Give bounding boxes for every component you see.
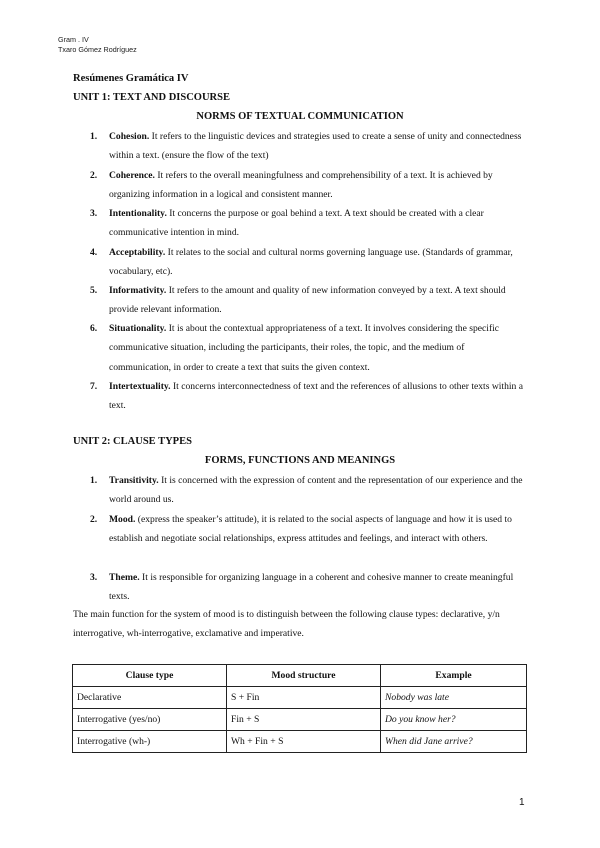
item-number: 3.	[90, 572, 98, 583]
item-number: 6.	[90, 323, 98, 334]
item-text: It refers to the linguistic devices and strategies used to create a sense of unity and connectedness within a text. (ensure the flow of the text)	[109, 131, 522, 162]
item-term: Transitivity.	[109, 475, 159, 486]
item-number: 1.	[90, 475, 98, 486]
table-cell: Nobody was late	[381, 687, 527, 709]
item-number: 2.	[90, 170, 98, 181]
item-number: 5.	[90, 285, 98, 296]
list-item	[90, 568, 526, 607]
item-term: Intentionality.	[109, 208, 167, 219]
item-text: It is about the contextual appropriateness of a text. It involves considering the specific communicative situation, including the participants, their roles, the topic, and the medium of communication, in order to create a text that suits the given context.	[109, 323, 500, 373]
item-term: Mood.	[109, 514, 136, 525]
header-author: Txaro Gómez Rodríguez	[58, 45, 137, 54]
column-header: Mood structure	[227, 665, 381, 687]
item-text: It is responsible for organizing language in a coherent and cohesive manner to create meaningful texts.	[109, 572, 514, 603]
unit1-heading: UNIT 1: TEXT AND DISCOURSE	[73, 92, 230, 103]
item-term: Informativity.	[109, 285, 167, 296]
list-item	[90, 510, 526, 549]
item-term: Theme.	[109, 572, 140, 583]
item-number: 7.	[90, 381, 98, 392]
table-row	[73, 709, 527, 731]
item-text: It concerns interconnectedness of text and the references of allusions to other texts within a text.	[109, 381, 524, 412]
item-number: 3.	[90, 208, 98, 219]
item-term: Situationality.	[109, 323, 167, 334]
unit2-heading: UNIT 2: CLAUSE TYPES	[73, 436, 192, 447]
table-cell: Interrogative (wh-)	[73, 731, 227, 753]
table-cell: Fin + S	[227, 709, 381, 731]
table-row	[73, 687, 527, 709]
item-number: 4.	[90, 247, 98, 258]
table-cell: Wh + Fin + S	[227, 731, 381, 753]
item-text: It is concerned with the expression of content and the representation of our experience and the world around us.	[109, 475, 523, 506]
unit1-subheading: NORMS OF TEXTUAL COMMUNICATION	[196, 111, 404, 122]
document-title: Resúmenes Gramática IV	[73, 73, 189, 84]
item-text: (express the speaker’s attitude), it is related to the social aspects of language and how it is used to establish and negotiate social relationships, express attitudes and feelings, and interact with others.	[109, 514, 512, 545]
table-cell: Declarative	[73, 687, 227, 709]
list-item	[90, 377, 526, 416]
list-item	[90, 204, 526, 243]
item-text: It refers to the overall meaningfulness and comprehensibility of a text. It is achieved by organizing information in a logical and consistent manner.	[109, 170, 493, 201]
column-header: Example	[381, 665, 527, 687]
table-cell: S + Fin	[227, 687, 381, 709]
item-term: Acceptability.	[109, 247, 166, 258]
list-item	[90, 127, 526, 166]
item-number: 1.	[90, 131, 98, 142]
column-header: Clause type	[73, 665, 227, 687]
clause-types-table	[72, 664, 527, 753]
item-text: It relates to the social and cultural norms governing language use. (Standards of grammar, vocabulary, etc).	[109, 247, 513, 278]
list-item	[90, 281, 526, 320]
table-row	[73, 731, 527, 753]
list-item	[90, 471, 526, 510]
table-cell: Interrogative (yes/no)	[73, 709, 227, 731]
table-header-row	[73, 665, 527, 687]
item-number: 2.	[90, 514, 98, 525]
unit2-subheading: FORMS, FUNCTIONS AND MEANINGS	[204, 455, 396, 466]
item-term: Intertextuality.	[109, 381, 171, 392]
table-cell: When did Jane arrive?	[381, 731, 527, 753]
item-text: It concerns the purpose or goal behind a text. A text should be created with a clear communicative intention in mind.	[109, 208, 484, 239]
header-course: Gram . IV	[58, 35, 89, 44]
list-item	[90, 166, 526, 205]
page-number: 1	[519, 797, 525, 808]
table-cell: Do you know her?	[381, 709, 527, 731]
page-header	[58, 35, 137, 55]
item-text: It refers to the amount and quality of new information conveyed by a text. A text should provide relevant information.	[109, 285, 506, 316]
item-term: Cohesion.	[109, 131, 150, 142]
mood-paragraph: The main function for the system of mood is to distinguish between the following clause types: declarative, y/n interrogative, wh-interrogative, exclamative and imperative.	[73, 609, 500, 639]
item-term: Coherence.	[109, 170, 155, 181]
list-item	[90, 319, 526, 377]
list-item	[90, 243, 526, 282]
